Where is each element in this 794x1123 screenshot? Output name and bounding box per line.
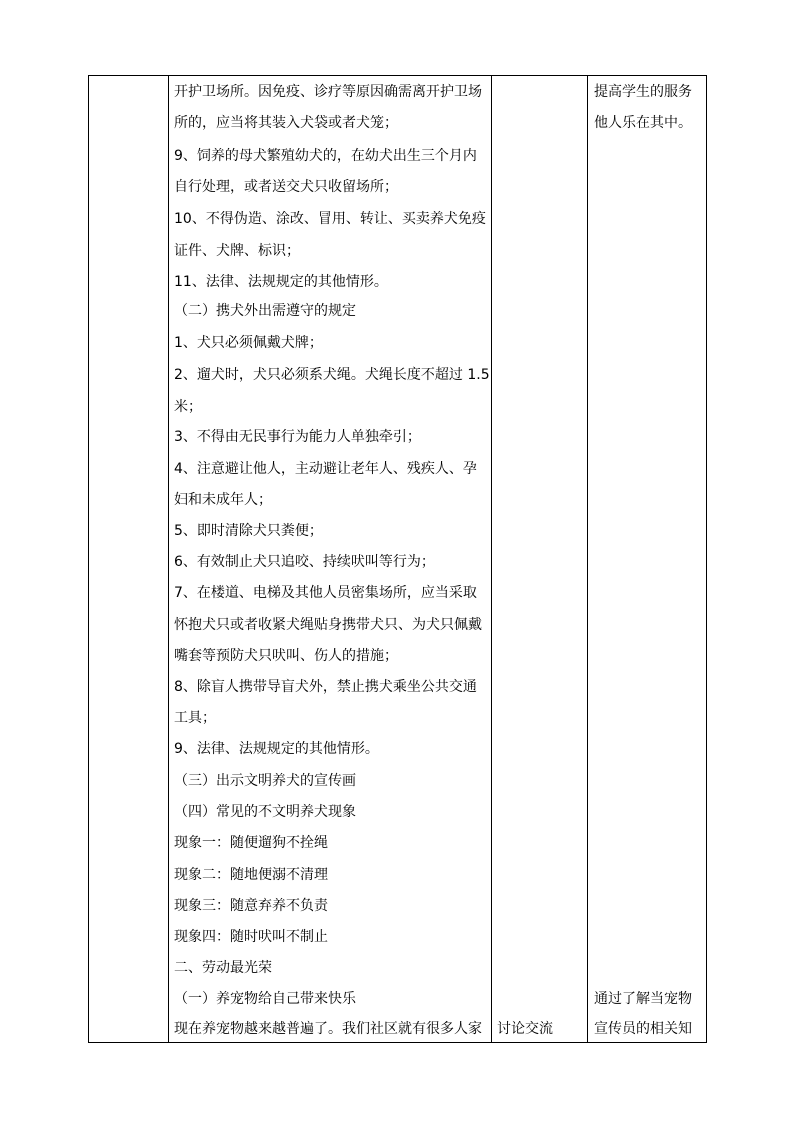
content-line: 米； [174,399,202,415]
column-divider-2 [491,76,492,1042]
content-line: 7、在楼道、电梯及其他人员密集场所，应当采取 [174,585,477,601]
content-line: 1、犬只必须佩戴犬牌； [174,335,323,351]
column-divider-3 [587,76,588,1042]
content-line: 9、饲养的母犬繁殖幼犬的，在幼犬出生三个月内 [174,148,477,164]
content-line: 怀抱犬只或者收紧犬绳贴身携带犬只、为犬只佩戴 [174,617,482,633]
content-line: （一）养宠物给自己带来快乐 [174,991,356,1007]
content-line: （二）携犬外出需遵守的规定 [174,303,356,319]
intent-line: 宣传员的相关知 [594,1021,692,1037]
intent-line: 他人乐在其中。 [594,115,692,131]
intent-line: 提高学生的服务 [594,84,692,100]
content-line: 工具； [174,710,216,726]
content-line: 现在养宠物越来越普遍了。我们社区就有很多人家 [174,1021,482,1037]
lesson-table [88,75,707,1043]
content-line: 3、不得由无民事行为能力人单独牵引； [174,429,421,445]
content-line: 4、注意避让他人，主动避让老年人、残疾人、孕 [174,461,477,477]
content-line: 证件、犬牌、标识； [174,243,300,259]
content-line: 自行处理，或者送交犬只收留场所； [174,179,398,195]
content-column [174,76,490,1042]
content-line: 嘴套等预防犬只吠叫、伤人的措施； [174,648,398,664]
content-line: 妇和未成年人； [174,492,272,508]
content-line: 现象四：随时吠叫不制止 [174,929,328,945]
intent-column [594,76,706,1042]
content-line: 6、有效制止犬只追咬、持续吠叫等行为； [174,554,435,570]
intent-line: 通过了解当宠物 [594,991,692,1007]
content-line: 8、除盲人携带导盲犬外，禁止携犬乘坐公共交通 [174,679,477,695]
method-line: 讨论交流 [497,1021,553,1037]
content-line: 所的，应当将其装入犬袋或者犬笼； [174,115,398,131]
content-line: 现象一：随便遛狗不拴绳 [174,835,328,851]
content-line: （四）常见的不文明养犬现象 [174,804,356,820]
content-line: （三）出示文明养犬的宣传画 [174,773,356,789]
content-line: 现象三：随意弃养不负责 [174,898,328,914]
content-line: 现象二：随地便溺不清理 [174,867,328,883]
column-divider-1 [168,76,169,1042]
content-line: 5、即时清除犬只粪便； [174,523,323,539]
content-line: 10、不得伪造、涂改、冒用、转让、买卖养犬免疫 [174,211,486,227]
content-line: 二、劳动最光荣 [174,960,272,976]
content-line: 2、遛犬时，犬只必须系犬绳。犬绳长度不超过 1.5 [174,367,490,383]
method-column [497,76,585,1042]
content-line: 11、法律、法规规定的其他情形。 [174,274,388,290]
content-line: 开护卫场所。因免疫、诊疗等原因确需离开护卫场 [174,84,482,100]
content-line: 9、法律、法规规定的其他情形。 [174,741,379,757]
